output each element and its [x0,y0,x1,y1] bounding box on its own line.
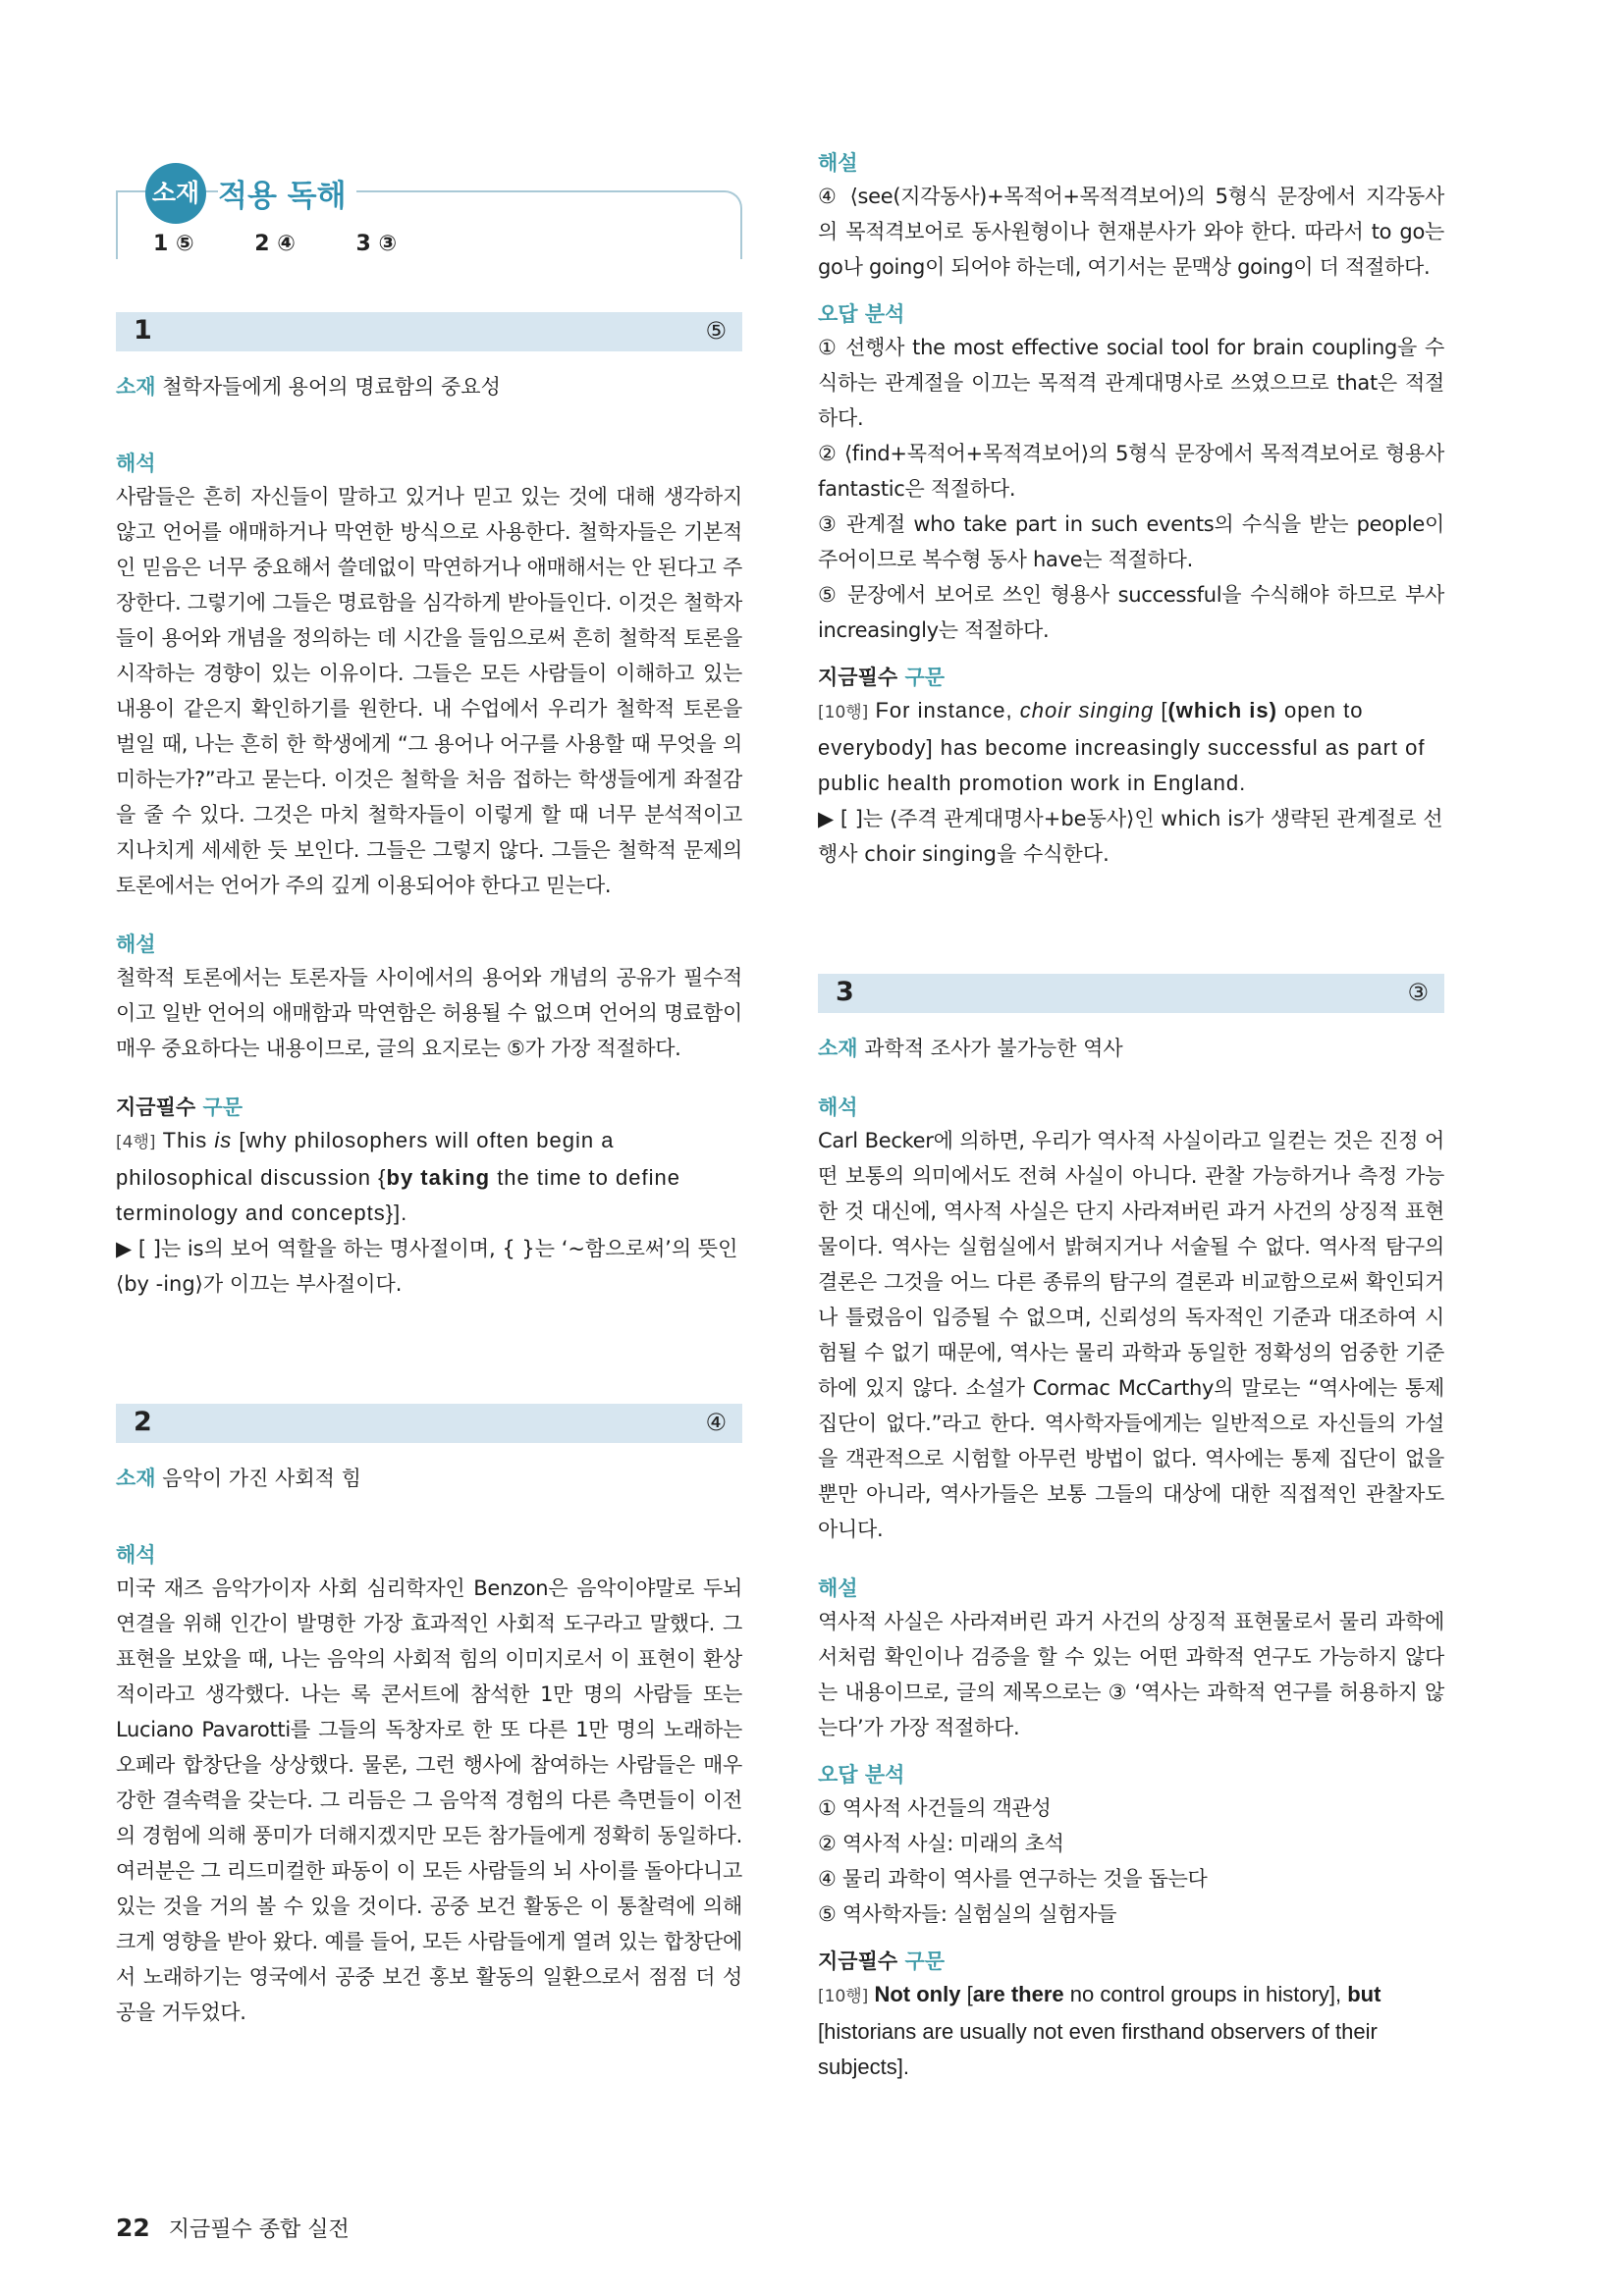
q2-translation: 미국 재즈 음악가이자 사회 심리학자인 Benzon은 음악이야말로 두뇌 연결을 위해 인간이 발명한 가장 효과적인 사회적 도구라고 말했다. 그 표현을 보았을 때, 나는 음악의 사회적 힘의 이미지로서 이 표현이 환상적이라고 생각했다. 나는 록 콘서트에 참석한 1만 명의 사람들 또는 Luciano Pavarotti를 그들의 독창자로 한 또 다른 1만 명의 노래하는 오페라 합창단을 상상했다. 물론, 그런 행사에 참여하는 사람들은 매우 강한 결속력을 갖는다. 그 리듬은 그 음악적 경험의 다른 측면들이 이전의 경험에 의해 풍미가 더해지겠지만 모든 참가들에게 정확히 동일하다. 여러분은 그 리드미컬한 파동이 이 모든 사람들의 뇌 사이를 돌아다니고 있는 것을 거의 볼 수 있을 것이다. 공중 보건 활동은 이 통찰력에 의해 크게 영향을 받아 왔다. 예를 들어, 모든 사람들에게 열려 있는 합창단에서 노래하기는 영국에서 공중 보건 홍보 활동의 일환으로서 점점 더 성공을 거두었다. [116,1576,742,2024]
section-badge: 소재 [145,163,206,224]
q1-topic: 소재 철학자들에게 용어의 명료함의 중요성 [116,375,501,399]
q2-topic: 소재 음악이 가진 사회적 힘 [116,1467,361,1490]
q1-gumun-sentence: [4행] This is [why philosophers will often begin a philosophical discussion {by taking the time to define terminology and concepts}]. [116,1128,680,1225]
q3-odap-item: ⑤ 역사학자들: 실험실의 실험자들 [818,1902,1117,1926]
q2-gumun-label: 지금필수 구문 [818,666,946,689]
page-footer [116,2213,350,2243]
left-column [116,312,742,2030]
section-header [116,161,740,259]
q1-haeseok-label: 해석 [116,452,156,475]
question-2-bar [116,1404,742,1443]
q3-odap-item: ① 역사적 사건들의 객관성 [818,1796,1052,1820]
q3-odap-item: ② 역사적 사실: 미래의 초석 [818,1832,1064,1855]
answer-summary [153,232,450,256]
answer-summary-3: 3 ③ [355,232,398,256]
q3-translation: Carl Becker에 의하면, 우리가 역사적 사실이라고 일컫는 것은 진정 어떤 보통의 의미에서도 전혀 사실이 아니다. 관찰 가능하거나 측정 가능한 것 대신에, 역사적 사실은 단지 사라져버린 과거 사건의 상징적 표현물이다. 역사는 실험실에서 밝혀지거나 서술될 수 없다. 역사적 탐구의 결론은 그것을 어느 다른 종류의 탐구의 결론과 비교함으로써 확인되거나 틀렸음이 입증될 수 없으며, 신뢰성의 독자적인 기준과 대조하여 시험될 수 없기 때문에, 역사는 물리 과학과 동일한 정확성의 엄중한 기준 하에 있지 않다. 소설가 Cormac McCarthy의 말로는 “역사에는 통제 집단이 없다.”라고 한다. 역사학자들에게는 일반적으로 자신들의 가설을 객관적으로 시험할 아무런 방법이 없다. 역사에는 통제 집단이 없을 뿐만 아니라, 역사가들은 보통 그들의 대상에 대한 직접적인 관찰자도 아니다. [818,1129,1444,1541]
question-3-bar [818,974,1444,1013]
q3-haeseok-label: 해석 [818,1095,858,1119]
q1-gumun-label: 지금필수 구문 [116,1095,244,1119]
q1-gumun-note: ▶ [ ]는 is의 보어 역할을 하는 명사절이며, { }는 ‘~함으로써’의 뜻인 ⟨by -ing⟩가 이끄는 부사절이다. [116,1237,738,1296]
q2-odap-item: ⑤ 문장에서 보어로 쓰인 형용사 successful을 수식해야 하므로 부사 increasingly는 적절하다. [818,583,1444,642]
q3-haeseol-label: 해설 [818,1576,858,1600]
q3-odap-item: ④ 물리 과학이 역사를 연구하는 것을 돕는다 [818,1867,1208,1891]
q1-translation: 사람들은 흔히 자신들이 말하고 있거나 믿고 있는 것에 대해 생각하지 않고 언어를 애매하거나 막연한 방식으로 사용한다. 철학자들은 기본적인 믿음은 너무 중요해서 쓸데없이 막연하거나 애매해서는 안 된다고 주장한다. 그렇기에 그들은 명료함을 심각하게 받아들인다. 이것은 철학자들이 용어와 개념을 정의하는 데 시간을 들임으로써 흔히 철학적 토론을 시작하는 경향이 있는 이유이다. 그들은 모든 사람들이 이해하고 있는 내용이 같은지 확인하기를 원한다. 내 수업에서 우리가 철학적 토론을 벌일 때, 나는 흔히 한 학생에게 “그 용어나 어구를 사용할 때 무엇을 의미하는가?”라고 묻는다. 이것은 철학을 처음 접하는 학생들에게 좌절감을 줄 수 있다. 그것은 마치 철학자들이 이렇게 할 때 너무 분석적이고 지나치게 세세한 듯 보인다. 그들은 그렇지 않다. 그들은 철학적 문제의 토론에서는 언어가 주의 깊게 이용되어야 한다고 믿는다. [116,485,742,897]
book-title: 지금필수 종합 실전 [168,2217,350,2242]
q1-haeseol-label: 해설 [116,933,156,956]
q2-haeseol-label: 해설 [818,151,858,175]
question-number: 1 [134,315,152,346]
question-answer: ④ [705,1409,727,1436]
q2-gumun-sentence: [10행] For instance, choir singing [(which is) open to everybody] has become increasingly successful as part of public health promotion work in England. [818,698,1426,795]
q2-explanation: ④ ⟨see(지각동사)+목적어+목적격보어⟩의 5형식 문장에서 지각동사의 목적격보어로 동사원형이나 현재분사가 와야 한다. 따라서 to go는 go나 going이 되어야 하는데, 여기서는 문맥상 going이 더 적절하다. [818,185,1444,279]
right-column [818,147,1444,2085]
q3-explanation: 역사적 사실은 사라져버린 과거 사건의 상징적 표현물로서 물리 과학에서처럼 확인이나 검증을 할 수 있는 어떤 과학적 연구도 가능하지 않다는 내용이므로, 글의 제목으로는 ③ ‘역사는 과학적 연구를 허용하지 않는다’가 가장 적절하다. [818,1610,1444,1739]
section-title: 적용 독해 [218,171,356,215]
question-number: 3 [836,977,854,1007]
q3-odap-label: 오답 분석 [818,1763,905,1787]
q3-topic: 소재 과학적 조사가 불가능한 역사 [818,1037,1123,1060]
question-answer: ③ [1407,979,1429,1006]
question-number: 2 [134,1407,152,1437]
q3-gumun-label: 지금필수 구문 [818,1949,946,1973]
q1-explanation: 철학적 토론에서는 토론자들 사이에서의 용어와 개념의 공유가 필수적이고 일반 언어의 애매함과 막연함은 허용될 수 없으며 언어의 명료함이 매우 중요하다는 내용이므로, 글의 요지로는 ⑤가 가장 적절하다. [116,966,742,1060]
q2-haeseok-label: 해석 [116,1543,156,1567]
answer-summary-2: 2 ④ [254,232,296,256]
q2-gumun-note: ▶ [ ]는 ⟨주격 관계대명사+be동사⟩인 which is가 생략된 관계절로 선행사 choir singing을 수식한다. [818,807,1443,866]
q2-odap-label: 오답 분석 [818,302,905,326]
question-1-bar [116,312,742,351]
answer-summary-1: 1 ⑤ [153,232,194,256]
page-number: 22 [116,2214,150,2242]
q3-gumun-sentence: [10행] Not only [are there no control groups in history], but [historians are usually not even firsthand observers of their subjects]. [818,1982,1381,2079]
q2-odap-item: ③ 관계절 who take part in such events의 수식을 받는 people이 주어이므로 복수형 동사 have는 적절하다. [818,512,1444,571]
question-answer: ⑤ [705,317,727,345]
q2-odap-item: ② ⟨find+목적어+목적격보어⟩의 5형식 문장에서 목적격보어로 형용사 fantastic은 적절하다. [818,442,1444,501]
q2-odap-item: ① 선행사 the most effective social tool for brain coupling을 수식하는 관계절을 이끄는 목적격 관계대명사로 쓰였으므로 that은 적절하다. [818,336,1444,430]
